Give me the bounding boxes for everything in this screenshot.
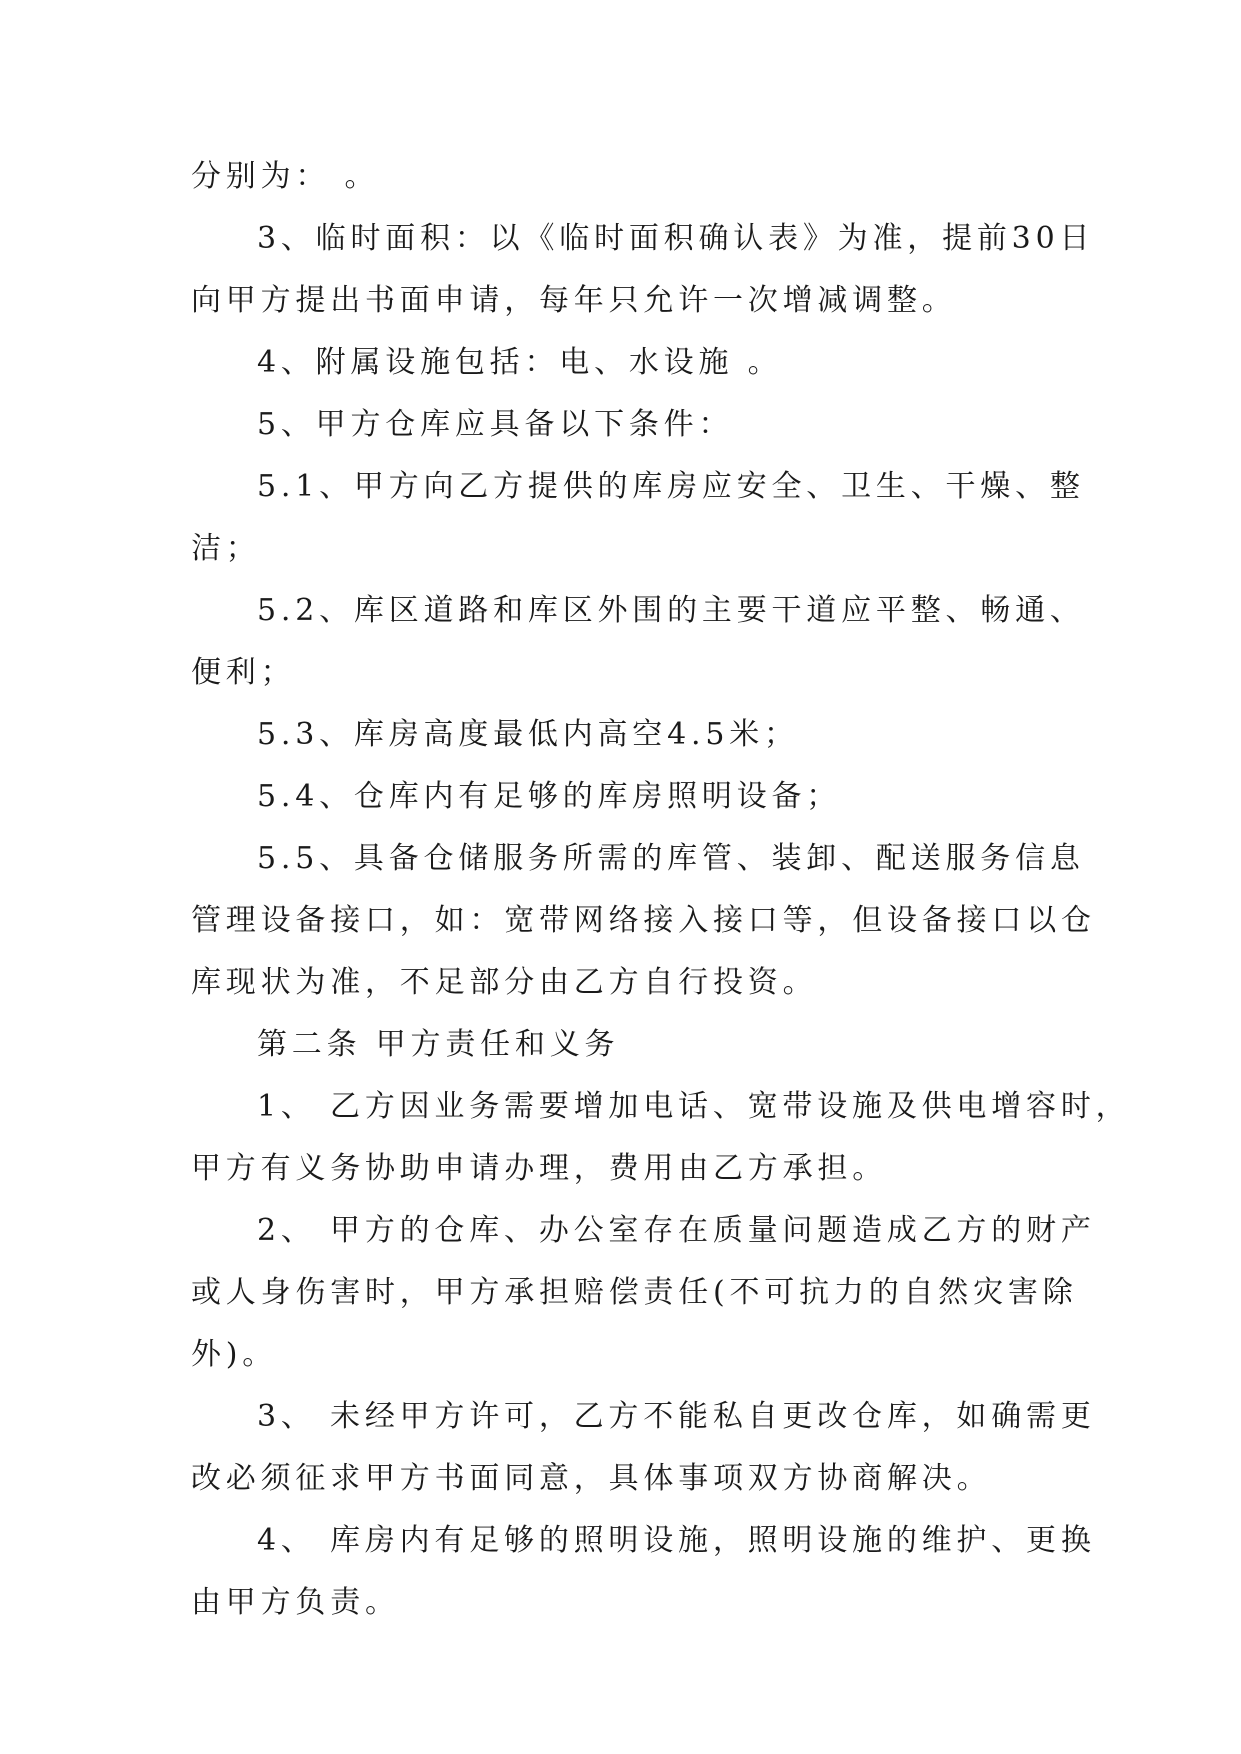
document-body bbox=[191, 159, 1131, 1648]
text-line: 外)。 bbox=[191, 1337, 278, 1372]
text-line: 3、临时面积：以《临时面积确认表》为准，提前30日 bbox=[257, 221, 1095, 256]
text-line: 5.3、库房高度最低内高空4.5米； bbox=[257, 717, 799, 752]
text-line: 管理设备接口，如：宽带网络接入接口等，但设备接口以仓 bbox=[191, 903, 1096, 938]
text-line: 5.4、仓库内有足够的库房照明设备； bbox=[257, 779, 842, 814]
text-line: 5、甲方仓库应具备以下条件： bbox=[257, 407, 734, 442]
text-line: 3、 未经甲方许可，乙方不能私自更改仓库，如确需更 bbox=[257, 1399, 1096, 1434]
text-line: 库现状为准，不足部分由乙方自行投资。 bbox=[191, 965, 818, 1000]
text-line: 甲方有义务协助申请办理，费用由乙方承担。 bbox=[191, 1151, 887, 1186]
text-line: 由甲方负责。 bbox=[191, 1585, 400, 1620]
text-line: 5.5、具备仓储服务所需的库管、装卸、配送服务信息 bbox=[257, 841, 1085, 876]
text-line: 5.1、甲方向乙方提供的库房应安全、卫生、干燥、整 bbox=[257, 469, 1085, 504]
text-line: 4、附属设施包括：电、水设施 。 bbox=[257, 345, 783, 380]
text-line: 第二条 甲方责任和义务 bbox=[257, 1027, 620, 1062]
text-line: 改必须征求甲方书面同意，具体事项双方协商解决。 bbox=[191, 1461, 992, 1496]
text-line: 或人身伤害时，甲方承担赔偿责任(不可抗力的自然灾害除 bbox=[191, 1275, 1078, 1310]
text-line: 便利； bbox=[191, 655, 296, 690]
text-line: 2、 甲方的仓库、办公室存在质量问题造成乙方的财产 bbox=[257, 1213, 1096, 1248]
text-line: 1、 乙方因业务需要增加电话、宽带设施及供电增容时， bbox=[257, 1089, 1131, 1124]
text-line: 分别为： 。 bbox=[191, 159, 380, 194]
text-line: 洁； bbox=[191, 531, 261, 566]
text-line: 向甲方提出书面申请，每年只允许一次增减调整。 bbox=[191, 283, 957, 318]
text-line: 4、 库房内有足够的照明设施，照明设施的维护、更换 bbox=[257, 1523, 1096, 1558]
text-line: 5.2、库区道路和库区外围的主要干道应平整、畅通、 bbox=[257, 593, 1085, 628]
